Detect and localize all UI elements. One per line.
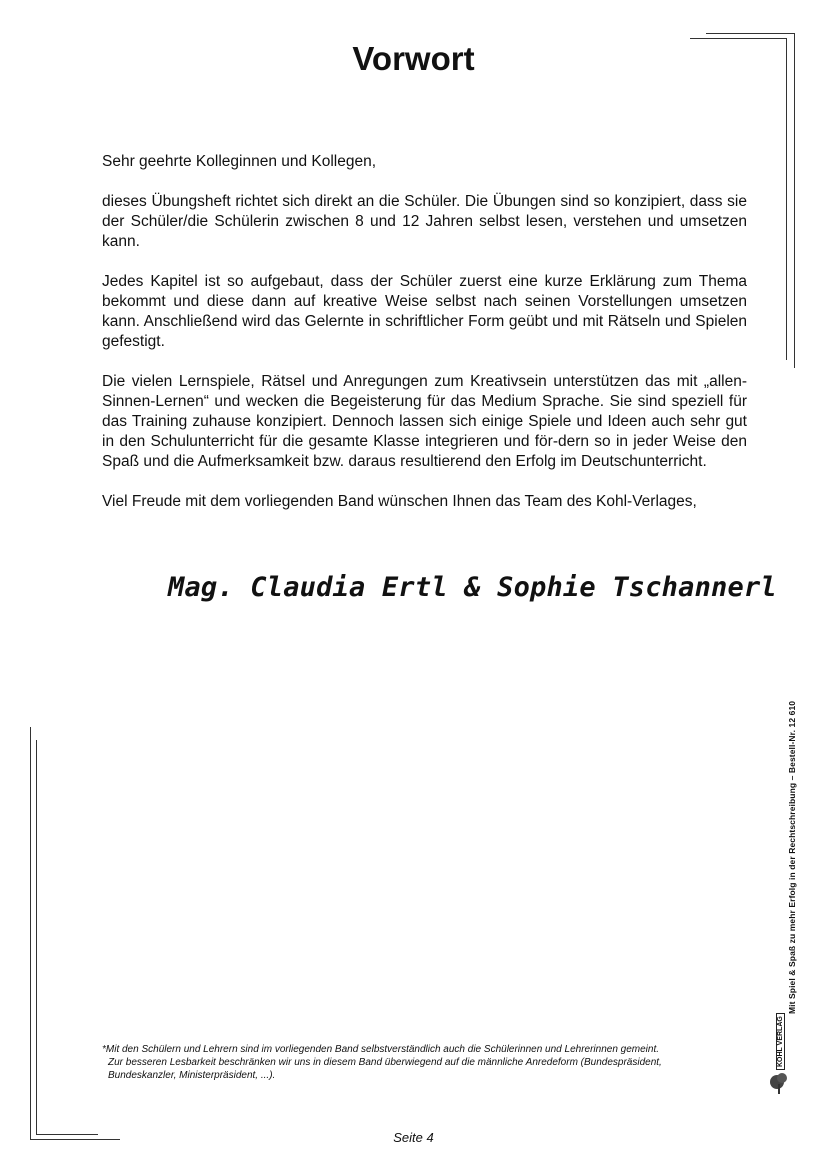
frame-top-right-horizontal-inner xyxy=(690,38,786,39)
footnote xyxy=(102,1043,752,1082)
frame-bottom-left-vertical xyxy=(30,727,31,1139)
paragraph-2: Jedes Kapitel ist so aufgebaut, dass der Schüler zuerst eine kurze Erklärung zum Thema bekommt und diese dann auf kreative Weise selbst nach seinen Vorstellungen umsetzen kann. Anschließend wird das Gelernte in schriftlicher Form geübt und mit Rätseln und Spielen gefestigt. xyxy=(102,273,747,350)
paragraph-closing: Viel Freude mit dem vorliegenden Band wünschen Ihnen das Team des Kohl-Verlages, xyxy=(102,493,697,510)
footnote-line-1: *Mit den Schülern und Lehrern sind im vorliegenden Band selbstverständlich auch die Schülerinnen und Lehrerinnen gemeint. xyxy=(102,1044,660,1055)
paragraph-3: Die vielen Lernspiele, Rätsel und Anregungen zum Kreativsein unterstützen das mit „allen-Sinnen-Lernen“ und wecken die Begeisterung für das Medium Sprache. Sie sind speziell für das Training zuhause konzipiert. Dennoch lassen sich einige Spiele und Ideen auch sehr gut in den Schulunterricht für die gesamte Klasse integrieren und för-dern so in jeder Weise den Spaß und die Aufmerksamkeit bzw. daraus resultierend den Erfolg im Deutschunterricht. xyxy=(102,373,747,470)
body-text xyxy=(102,152,747,532)
footnote-line-3: Bundeskanzler, Ministerpräsident, ...). xyxy=(108,1070,276,1081)
handwritten-signature: Mag. Claudia Ertl & Sophie Tschannerl xyxy=(168,572,777,603)
frame-top-right-vertical xyxy=(794,33,795,368)
frame-top-right-horizontal xyxy=(706,33,794,34)
paragraph-greeting: Sehr geehrte Kolleginnen und Kollegen, xyxy=(102,153,377,170)
publisher-name: KOHL VERLAG xyxy=(776,1013,785,1070)
frame-bottom-left-vertical-inner xyxy=(36,740,37,1134)
page-number: Seite 4 xyxy=(393,1130,434,1145)
paragraph-1: dieses Übungsheft richtet sich direkt an die Schüler. Die Übungen sind so konzipiert, dass sie der Schüler/die Schülerin zwischen 8 und 12 Jahren selbst lesen, verstehen und umsetzen kann. xyxy=(102,193,747,250)
frame-top-right-vertical-inner xyxy=(786,38,787,360)
footnote-line-2: Zur besseren Lesbarkeit beschränken wir uns in diesem Band überwiegend auf die männliche Anredeform (Bundespräsident, xyxy=(108,1057,662,1068)
page-title: Vorwort xyxy=(352,40,475,77)
side-order-label: Mit Spiel & Spaß zu mehr Erfolg in der Rechtschreibung – Bestell-Nr. 12 610 xyxy=(787,700,797,1014)
